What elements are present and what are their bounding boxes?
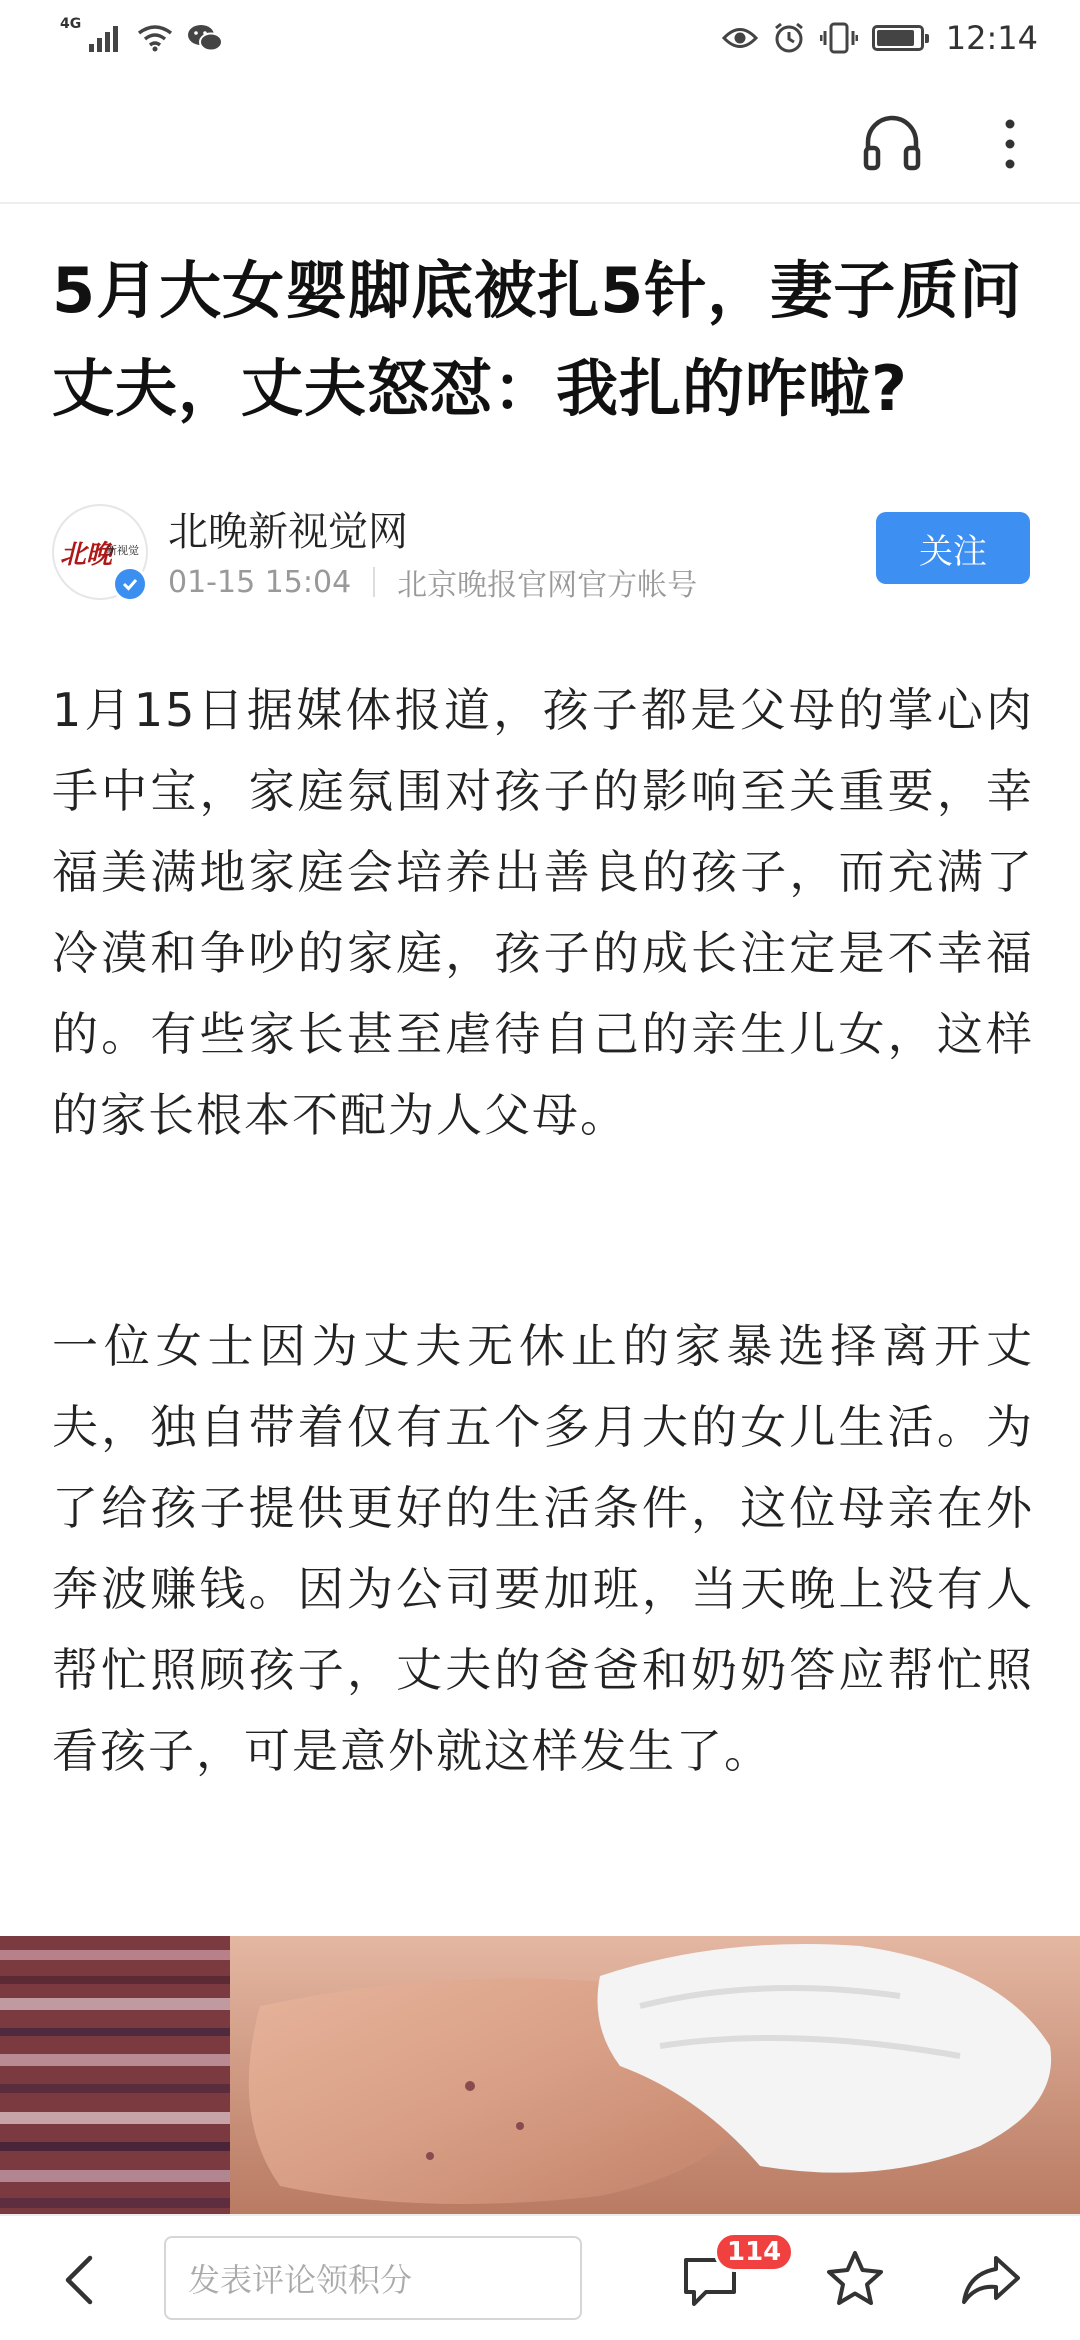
- author-description: 北京晚报官网官方帐号: [397, 568, 698, 603]
- network-type: 4G: [60, 16, 82, 32]
- vibrate-icon: [820, 21, 858, 55]
- clock: 12:14: [945, 19, 1038, 57]
- blanket-stripes: [0, 1936, 270, 2216]
- article-paragraph: 一位女士因为丈夫无休止的家暴选择离开丈夫，独自带着仅有五个多月大的女儿生活。为了给孩子提供更好的生活条件，这位母亲在外奔波赚钱。因为公司要加班，当天晚上没有人帮忙照顾孩子，丈夫的爸爸和奶奶答应帮忙照看孩子，可是意外就这样发生了。: [52, 1319, 1034, 1778]
- battery-fill: [877, 30, 914, 46]
- follow-button[interactable]: 关注: [876, 512, 1030, 584]
- status-left: [60, 16, 223, 53]
- avatar-logo-subtext: 新视觉: [106, 544, 139, 557]
- avatar-logo-text: 北晚: [60, 540, 113, 570]
- battery-icon: [872, 25, 924, 51]
- comment-count-badge: 114: [714, 2232, 794, 2272]
- status-bar: [0, 0, 1080, 76]
- share-icon[interactable]: [960, 2252, 1022, 2308]
- wechat-icon: [187, 23, 223, 53]
- comment-input[interactable]: 发表评论领积分: [164, 2236, 582, 2320]
- article-toolbar: [0, 76, 1080, 204]
- verified-icon: [112, 566, 148, 602]
- alarm-icon: [772, 21, 806, 55]
- wifi-icon: [137, 24, 173, 52]
- article-paragraph: 1月15日据媒体报道，孩子都是父母的掌心肉手中宝，家庭氛围对孩子的影响至关重要，幸福美满地家庭会培养出善良的孩子，而充满了冷漠和争吵的家庭，孩子的成长注定是不幸福的。有些家长甚至虐待自己的亲生儿女，这样的家长根本不配为人父母。: [52, 683, 1034, 1142]
- status-right: [722, 19, 1038, 57]
- meta-divider: [373, 567, 375, 597]
- article-title: 5月大女婴脚底被扎5针，妻子质问丈夫，丈夫怒怼：我扎的咋啦?: [52, 254, 1023, 425]
- bottom-action-bar: [0, 2214, 1080, 2340]
- headphones-icon[interactable]: [860, 110, 924, 174]
- more-vertical-icon[interactable]: [996, 116, 1024, 172]
- avatar[interactable]: [52, 504, 148, 600]
- signal-icon: [89, 24, 123, 52]
- article-photo[interactable]: [0, 1936, 1080, 2216]
- back-arrow-icon[interactable]: [56, 2252, 104, 2308]
- publish-date: 01-15 15:04: [168, 564, 352, 600]
- author-meta: [168, 560, 697, 604]
- star-icon[interactable]: [824, 2248, 886, 2310]
- eye-icon: [722, 25, 758, 51]
- author-name[interactable]: 北晚新视觉网: [168, 509, 408, 555]
